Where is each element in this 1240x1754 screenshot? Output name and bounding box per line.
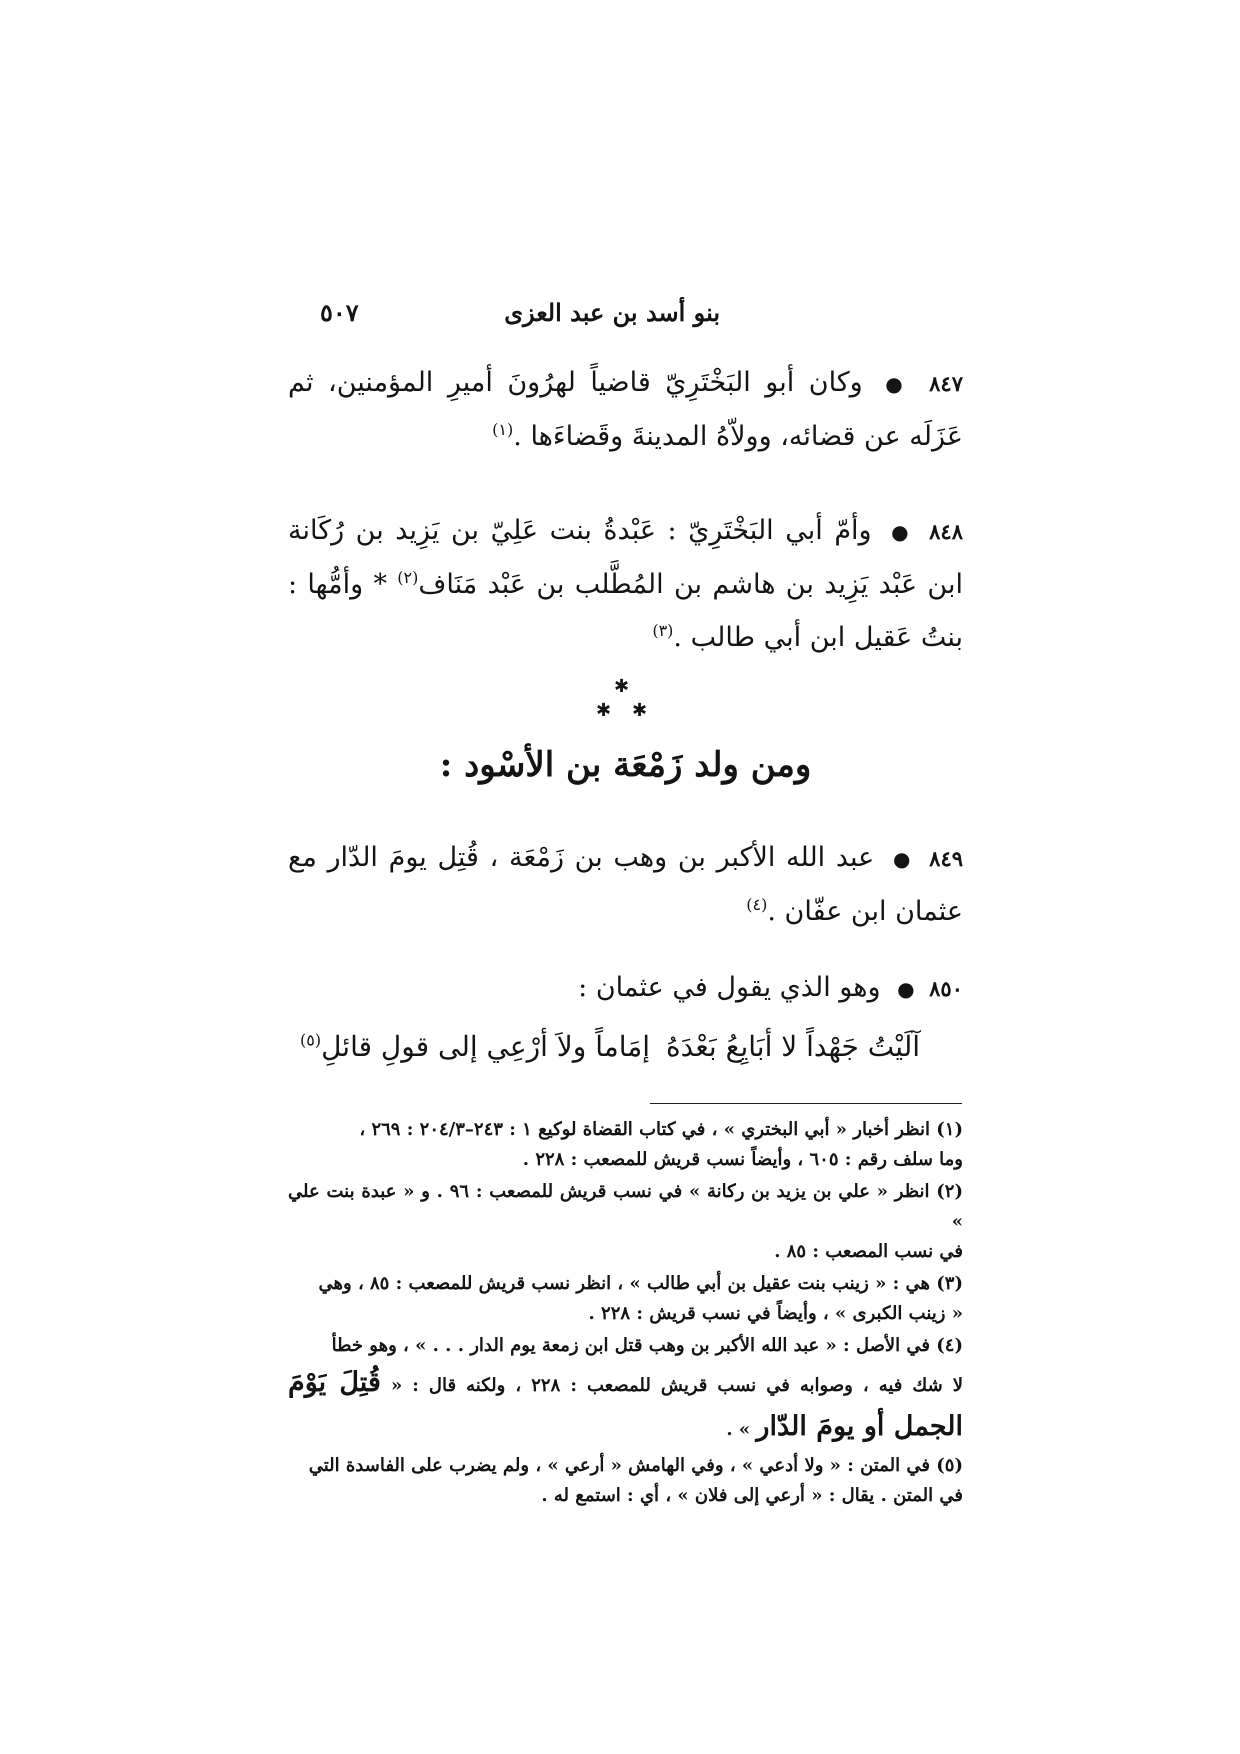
footnote-ref: (٣) [652, 621, 674, 640]
verse-first-hemistich: آلَيْتُ جَهْداً لا أبَايِعُ بَعْدَهُ [666, 1030, 920, 1063]
footnote-line: » . [726, 1419, 751, 1440]
entry-number: ٨٤٨ [929, 519, 963, 544]
bullet-icon: ● [891, 520, 912, 544]
section-divider-stars [580, 676, 660, 726]
bullet-icon: ● [892, 847, 913, 871]
footnote-5 [288, 1451, 963, 1511]
entry-text: عبد الله الأكبر بن وهب بن زَمْعَة ، قُتِل يومَ الدّار مع عثمان ابن عفّان [288, 842, 963, 927]
footnote-line: (٥) في المتن : « ولا أدعي » ، وفي الهامش « أرعي » ، ولم يضرب على الفاسدة التي [308, 1455, 963, 1476]
entry-number: ٨٤٧ [929, 371, 963, 396]
entry-number: ٨٥٠ [929, 976, 963, 1001]
footnote-line: (٣) هي : « زينب بنت عقيل بن أبي طالب » ، انظر نسب قريش للمصعب : ٨٥ ، وهي [318, 1273, 963, 1294]
footnote-line: (١) انظر أخبار « أبي البختري » ، في كتاب القضاة لوكيع ١ : ٢٤٣–٢٠٤/٣ : ٢٦٩ ، [359, 1119, 963, 1140]
footnote-separator [650, 1103, 962, 1104]
star-icon: ✱ [596, 700, 612, 721]
page-number: ٥٠٧ [320, 298, 359, 327]
star-icon: ✱ [614, 676, 630, 697]
footnote-1 [288, 1115, 963, 1175]
footnote-line: (٢) انظر « علي بن يزيد بن ركانة » في نسب قريش للمصعب : ٩٦ . و « عبدة بنت علي » [288, 1181, 963, 1232]
entry-text: وأمّ أبي البَخْتَرِيّ : عَبْدةُ بنت عَلِيّ بن يَزِيد بن رُكَانة ابن عَبْد يَزِيد بن هاشم بن المُطَّلب بن عَبْد مَنَاف [288, 515, 963, 600]
footnote-line: (٤) في الأصل : « عبد الله الأكبر بن وهب قتل ابن زمعة يوم الدار . . . » ، وهو خطأ [331, 1335, 963, 1356]
footnote-ref: (١) [492, 420, 514, 439]
poem-verse [300, 1030, 920, 1080]
entry-849: ٨٤٩ ● عبد الله الأكبر بن وهب بن زَمْعَة ، قُتِل يومَ الدّار مع عثمان ابن عفّان .$^{(٤)}$ [288, 842, 964, 927]
entry-text: وهو الذي يقول في عثمان : [578, 972, 881, 1003]
footnotes [288, 1115, 963, 1513]
star-icon: ✱ [632, 700, 648, 721]
footnote-quote: قُتِلَ يَوْمَ الجمل أو يومَ الدّار [288, 1367, 963, 1442]
footnote-line: « زينب الكبرى » ، وأيضاً في نسب قريش : ٢٢٨ . [588, 1303, 963, 1324]
entry-text: وأمُّها : بنتُ عَقيل ابن أبي طالب [288, 569, 963, 653]
footnote-line: لا شك فيه ، وصوابه في نسب قريش للمصعب : ٢٢٨ ، ولكنه قال : « [390, 1375, 963, 1396]
entry-848: ٨٤٨ ● وأمّ أبي البَخْتَرِيّ : عَبْدةُ بنت عَلِيّ بن يَزِيد بن رُكَانة ابن عَبْد يَزِيد بن هاشم بن المُطَّلب بن عَبْد مَنَاف$^{(٢)}$ * وأمُّها : بنتُ عَقيل ابن أبي طالب .$^{(٣)}$ [288, 515, 963, 653]
footnote-ref: (٥) [300, 1030, 322, 1050]
entry-text: وكان أبو البَخْتَرِيّ قاضياً لهرُونَ أميرِ المؤمنين، ثم عَزَلَه عن قضائه، وولاّهُ المدينةَ وقَضاءَها [288, 367, 963, 452]
footnote-4 [288, 1331, 963, 1449]
entry-847: ٨٤٧ ● وكان أبو البَخْتَرِيّ قاضياً لهرُونَ أميرِ المؤمنين، ثم عَزَلَه عن قضائه، وولاّهُ المدينةَ وقَضاءَها .$^{(١)}$ [288, 367, 963, 452]
section-heading: ومن ولد زَمْعَة بن الأسْود : [439, 745, 812, 785]
verse-second-text: إمَاماً ولاَ أرْعِي إلى قولِ قائلِ [321, 1030, 651, 1063]
bullet-icon: ● [885, 372, 909, 396]
running-head [320, 298, 720, 338]
entry-number: ٨٤٩ [929, 846, 964, 871]
verse-second-hemistich [300, 1030, 650, 1063]
footnote-line: في نسب المصعب : ٨٥ . [774, 1241, 963, 1262]
bullet-icon: ● [897, 977, 915, 1001]
footnote-ref: (٢) [397, 568, 419, 587]
running-title: بنو أسد بن عبد العزى [504, 298, 720, 327]
footnote-3 [288, 1269, 963, 1329]
footnote-line: في المتن . يقال : « أرعي إلى فلان » ، أي : استمع له . [541, 1485, 963, 1506]
entry-850 [288, 965, 963, 1012]
footnote-ref: (٤) [746, 895, 768, 914]
entry-separator: * [373, 569, 387, 600]
footnote-line: وما سلف رقم : ٦٠٥ ، وأيضاً نسب قريش للمصعب : ٢٢٨ . [522, 1149, 963, 1170]
footnote-2 [288, 1177, 963, 1267]
